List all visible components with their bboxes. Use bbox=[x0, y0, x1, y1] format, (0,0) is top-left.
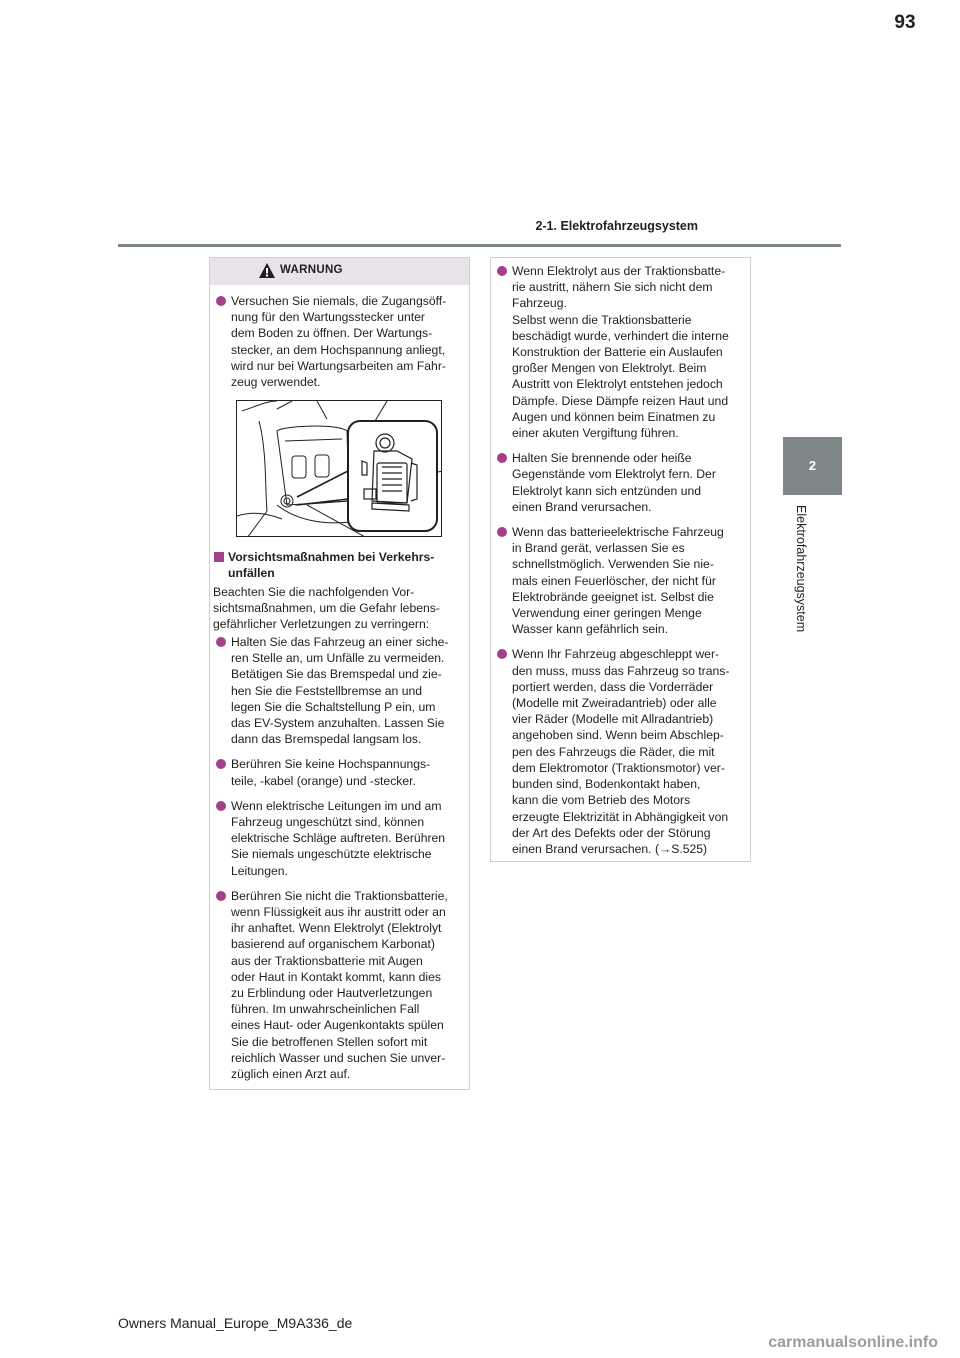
bullet-circle-icon bbox=[216, 801, 226, 811]
text-line: in Brand gerät, verlassen Sie es bbox=[512, 541, 685, 556]
text-line: Wenn Elektrolyt aus der Traktionsbatte- bbox=[512, 264, 726, 278]
bullet-circle-icon bbox=[497, 649, 507, 659]
text-line: Austritt von Elektrolyt entstehen jedoch bbox=[512, 377, 723, 392]
chapter-label bbox=[793, 505, 809, 633]
warning-header bbox=[210, 258, 469, 285]
text-line: oder Haut in Kontakt kommt, kann dies bbox=[231, 969, 442, 984]
text-line: zeug verwendet. bbox=[231, 375, 321, 390]
watermark[interactable]: carmanualsonline.info bbox=[768, 1334, 938, 1351]
text-line: einer akuten Vergiftung führen. bbox=[512, 426, 679, 441]
text-line: legen Sie die Schaltstellung P ein, um bbox=[231, 699, 436, 714]
text-line: Selbst wenn die Traktionsbatterie bbox=[512, 312, 692, 327]
text-line: Gegenstände vom Elektrolyt fern. Der bbox=[512, 467, 716, 482]
list-item bbox=[494, 263, 744, 441]
page-number: 93 bbox=[894, 12, 916, 33]
list-item bbox=[494, 646, 744, 857]
text-line: schnellstmöglich. Verwenden Sie nie- bbox=[512, 557, 714, 572]
text-line: ihr anhaftet. Wenn Elektrolyt (Elektrolyt bbox=[231, 921, 442, 936]
list-item bbox=[494, 450, 744, 515]
text-line: ren Stelle an, um Unfälle zu vermeiden. bbox=[231, 651, 445, 666]
text-line: einen Brand verursachen. (→S.525) bbox=[512, 841, 708, 856]
text-line: führen. Im unwahrscheinlichen Fall bbox=[231, 1002, 420, 1017]
heading-line: Vorsichtsmaßnahmen bei Verkehrs- bbox=[228, 550, 435, 564]
text-line: Verwendung einer geringen Menge bbox=[512, 606, 702, 621]
text-line: den muss, muss das Fahrzeug so trans- bbox=[512, 663, 730, 678]
text-line: Sie die betroffenen Stellen sofort mit bbox=[231, 1034, 428, 1049]
warning-intro bbox=[213, 293, 463, 399]
text-line: teile, -kabel (orange) und -stecker. bbox=[231, 773, 416, 788]
text-line: Betätigen Sie das Bremspedal und zie- bbox=[231, 667, 442, 682]
warning-title: WARNUNG bbox=[280, 264, 343, 276]
footer-manual-id: Owners Manual_Europe_M9A336_de bbox=[118, 1315, 353, 1331]
intro-paragraph bbox=[213, 584, 463, 633]
text-line: Fahrzeug ungeschützt sind, können bbox=[231, 815, 425, 830]
header-rule bbox=[118, 244, 841, 247]
text-line: nung für den Wartungsstecker unter bbox=[231, 310, 425, 325]
list-item bbox=[213, 888, 463, 1082]
text-line: einen Brand verursachen. bbox=[512, 499, 652, 514]
list-item bbox=[213, 634, 463, 747]
text-line: Elektrolyt kann sich entzünden und bbox=[512, 483, 702, 498]
text-line: (Modelle mit Zweiradantrieb) oder alle bbox=[512, 696, 717, 711]
text-line: Wenn Ihr Fahrzeug abgeschleppt wer- bbox=[512, 647, 720, 662]
text-line: rie austritt, nähern Sie sich nicht dem bbox=[512, 280, 713, 295]
text-line: der Art des Defekts oder der Störung bbox=[512, 825, 711, 840]
list-item bbox=[213, 293, 463, 390]
bullet-circle-icon bbox=[216, 759, 226, 769]
text-line: bunden sind, Bodenkontakt haben, bbox=[512, 777, 701, 792]
bullet-circle-icon bbox=[216, 637, 226, 647]
bullet-circle-icon bbox=[216, 891, 226, 901]
right-bullet-list bbox=[494, 263, 744, 866]
text-line: dem Elektromotor (Traktionsmotor) ver- bbox=[512, 760, 725, 775]
text-line: hen Sie die Feststellbremse an und bbox=[231, 683, 423, 698]
text-line: Leitungen. bbox=[231, 863, 288, 878]
text-line: eines Haut- oder Augenkontakts spülen bbox=[231, 1018, 444, 1033]
warning-triangle-icon bbox=[258, 262, 276, 279]
text-line: Halten Sie brennende oder heiße bbox=[512, 451, 692, 466]
text-line: Wenn das batterieelektrische Fahrzeug bbox=[512, 525, 724, 540]
text-line: erzeugte Elektrizität in Abhängigkeit von bbox=[512, 809, 729, 824]
chapter-tab[interactable]: 2 bbox=[783, 437, 842, 495]
text-line: stecker, an dem Hochspannung anliegt, bbox=[231, 342, 446, 357]
text-line: Wenn elektrische Leitungen im und am bbox=[231, 798, 442, 813]
text-line: wird nur bei Wartungsarbeiten am Fahr- bbox=[231, 358, 446, 373]
section-heading bbox=[213, 549, 463, 581]
text-line: dem Boden zu öffnen. Der Wartungs- bbox=[231, 326, 433, 341]
text-line: Versuchen Sie niemals, die Zugangsöff- bbox=[231, 294, 447, 308]
heading-line: unfällen bbox=[228, 566, 275, 581]
bullet-circle-icon bbox=[216, 296, 226, 306]
text-line: angehoben sind. Wenn beim Abschlep- bbox=[512, 728, 724, 743]
text-line: das EV-System anzuhalten. Lassen Sie bbox=[231, 716, 445, 731]
text-line: reichlich Wasser und suchen Sie unver- bbox=[231, 1050, 446, 1065]
text-line: Halten Sie das Fahrzeug an einer siche- bbox=[231, 635, 449, 649]
text-line: gefährlicher Verletzungen zu verringern: bbox=[213, 617, 430, 632]
text-line: kann die vom Betrieb des Motors bbox=[512, 793, 691, 808]
text-line: Berühren Sie nicht die Traktionsbatterie, bbox=[231, 888, 448, 903]
text-line: Konstruktion der Batterie ein Auslaufen bbox=[512, 345, 723, 360]
text-line: Berühren Sie keine Hochspannungs- bbox=[231, 757, 431, 772]
service-plug-illustration bbox=[236, 400, 442, 537]
text-line: zu Erblindung oder Hautverletzungen bbox=[231, 986, 433, 1001]
bullet-circle-icon bbox=[497, 266, 507, 276]
text-line: beschädigt wurde, verhindert die interne bbox=[512, 328, 729, 343]
illustration-drawing bbox=[237, 401, 442, 537]
text-line: Sie niemals ungeschützte elektrische bbox=[231, 847, 432, 862]
left-bullet-list bbox=[213, 634, 463, 1091]
list-item bbox=[494, 524, 744, 637]
text-line: elektrische Schläge auftreten. Berühren bbox=[231, 831, 446, 846]
text-line: aus der Traktionsbatterie mit Augen bbox=[231, 953, 423, 968]
text-line: großer Mengen von Elektrolyt. Beim bbox=[512, 361, 707, 376]
list-item bbox=[213, 756, 463, 788]
text-line: züglich einen Arzt auf. bbox=[231, 1067, 351, 1082]
text-line: Wasser kann gefährlich sein. bbox=[512, 622, 669, 637]
text-line: basierend auf organischem Karbonat) bbox=[231, 937, 435, 952]
bullet-circle-icon bbox=[497, 527, 507, 537]
text-line: mals einen Feuerlöscher, der nicht für bbox=[512, 573, 716, 588]
bullet-circle-icon bbox=[497, 453, 507, 463]
chapter-label-text: Elektrofahrzeugsystem bbox=[794, 505, 808, 633]
text-line: Augen und können beim Einatmen zu bbox=[512, 409, 716, 424]
text-line: dann das Bremspedal langsam los. bbox=[231, 732, 422, 747]
section-title: 2-1. Elektrofahrzeugsystem bbox=[535, 219, 698, 233]
text-line: portiert werden, dass die Vorderräder bbox=[512, 679, 714, 694]
list-item bbox=[213, 798, 463, 879]
text-line: Fahrzeug. bbox=[512, 296, 567, 311]
text-line: pen des Fahrzeugs die Räder, die mit bbox=[512, 744, 715, 759]
text-line: Dämpfe. Diese Dämpfe reizen Haut und bbox=[512, 393, 729, 408]
section-square-icon bbox=[214, 552, 224, 562]
text-line: sichtsmaßnahmen, um die Gefahr lebens- bbox=[213, 601, 440, 616]
text-line: wenn Flüssigkeit aus ihr austritt oder an bbox=[231, 905, 446, 920]
text-line: Elektrobrände geeignet ist. Selbst die bbox=[512, 589, 714, 604]
text-line: vier Räder (Modelle mit Allradantrieb) bbox=[512, 712, 714, 727]
text-line: Beachten Sie die nachfolgenden Vor- bbox=[213, 585, 415, 599]
